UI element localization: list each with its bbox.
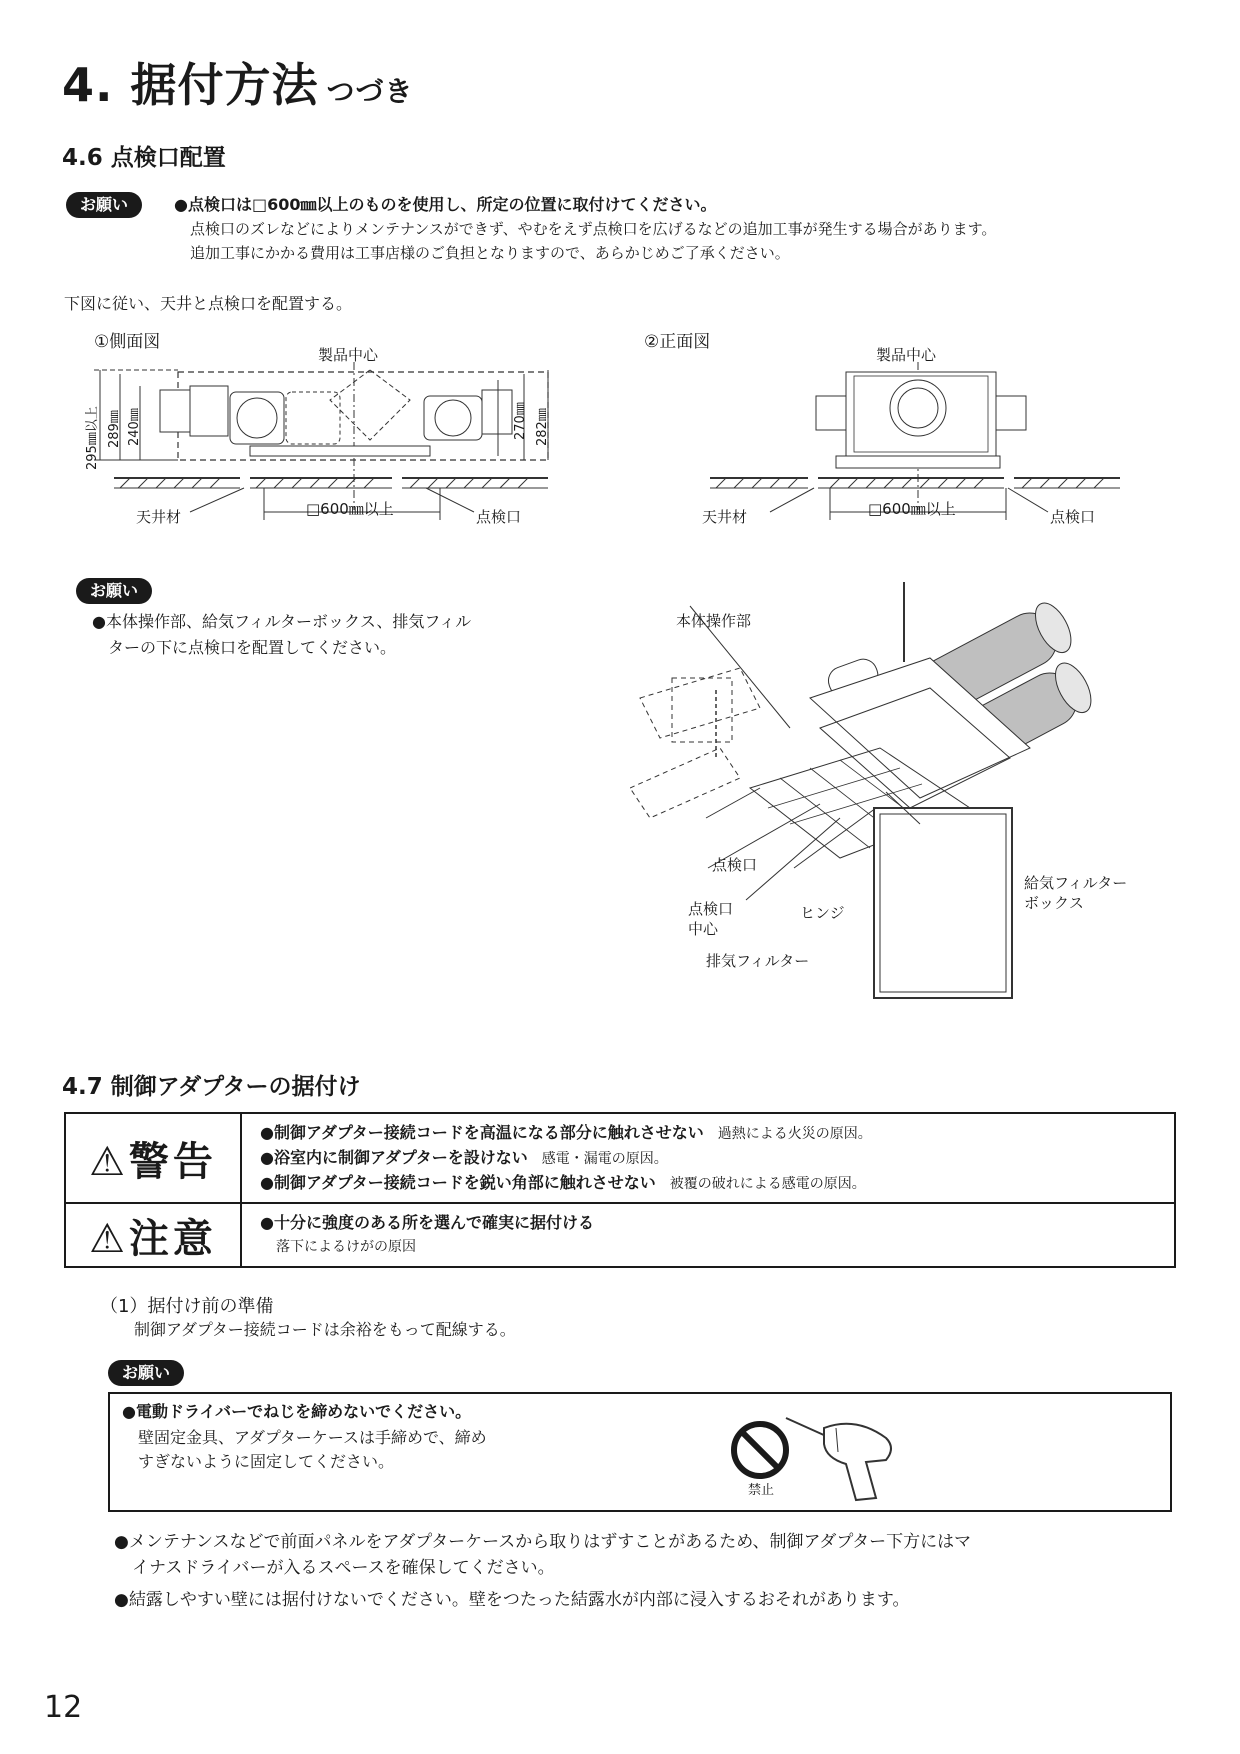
front-view-center-label: 製品中心 (876, 346, 937, 364)
front-opening-label: □600㎜以上 (868, 500, 956, 518)
warning-item-1 (260, 1121, 1156, 1146)
request3-badge (108, 1360, 184, 1386)
iso-hatch-label: 点検口 (712, 856, 758, 874)
request2-line-2: ターの下に点検口を配置してください。 (108, 638, 397, 657)
iso-operation-label: 本体操作部 (676, 612, 752, 630)
request-line-3: 追加工事にかかる費用は工事店様のご負担となりますので、あらかじめご了承ください。 (190, 244, 790, 262)
request2-badge (76, 578, 152, 604)
side-view-center-label: 製品中心 (318, 346, 379, 364)
title-main: 4. 据付方法 (62, 58, 319, 112)
box-bold-text: ●電動ドライバーでねじを締めないでください。 (122, 1402, 472, 1421)
side-opening-label: □600㎜以上 (306, 500, 394, 518)
iso-hatch-center-label-2: 中心 (688, 920, 719, 938)
warning-triangle-icon: ⚠ (89, 1138, 129, 1185)
caution-label: 注意 (128, 1215, 217, 1262)
warning-header (65, 1113, 241, 1203)
request3-badge-label: お願い (108, 1360, 184, 1386)
safety-table (64, 1112, 1176, 1268)
note-2: ●結露しやすい壁には据付けないでください。壁をつたった結露水が内部に浸入するおそれがあります。 (114, 1590, 910, 1610)
prohibit-label: 禁止 (748, 1483, 775, 1498)
note-1-line-2: イナスドライバーが入るスペースを確保してください。 (132, 1558, 555, 1578)
caution-body (241, 1203, 1175, 1267)
caution-header (65, 1203, 241, 1267)
side-dim-295: 295㎜以上 (85, 406, 100, 470)
warning-item-2-text: ●浴室内に制御アダプターを設けない (260, 1147, 528, 1167)
side-view-label: ①側面図 (94, 332, 161, 352)
request-badge-label: お願い (66, 192, 142, 218)
iso-supply-filter-label-2: ボックス (1024, 894, 1084, 912)
side-dim-289: 289㎜ (107, 410, 122, 448)
request2-line-1: ●本体操作部、給気フィルターボックス、排気フィル (92, 612, 472, 631)
caution-text: ●十分に強度のある所を選んで確実に据付ける (260, 1213, 594, 1232)
iso-hatch-center-label-1: 点検口 (688, 900, 734, 918)
box-line-2: 壁固定金具、アダプターケースは手締めで、締め (138, 1428, 487, 1447)
warning-body (241, 1113, 1175, 1203)
side-ceiling-label: 天井材 (136, 508, 182, 526)
prep-text: 制御アダプター接続コードは余裕をもって配線する。 (134, 1320, 516, 1339)
front-ceiling-label: 天井材 (702, 508, 748, 526)
warning-item-1-note: 過熱による火災の原因。 (717, 1125, 872, 1142)
intro-text: 下図に従い、天井と点検口を配置する。 (64, 294, 353, 313)
iso-exhaust-filter-label: 排気フィルター (706, 952, 810, 970)
warning-item-2-note: 感電・漏電の原因。 (541, 1150, 668, 1167)
prep-title: （1）据付け前の準備 (100, 1296, 274, 1317)
side-dim-240: 240㎜ (127, 408, 142, 446)
iso-hinge-label: ヒンジ (800, 904, 845, 922)
request-line-2: 点検口のズレなどによりメンテナンスができず、やむをえず点検口を広げるなどの追加工事が発生する場合があります。 (190, 220, 997, 238)
caution-note: 落下によるけがの原因 (276, 1239, 416, 1255)
front-view-label: ②正面図 (644, 332, 711, 352)
page-title (62, 58, 414, 112)
page-number: 12 (44, 1690, 83, 1725)
side-dim-282: 282㎜ (535, 408, 550, 446)
warning-item-1-text: ●制御アダプター接続コードを高温になる部分に触れさせない (260, 1122, 704, 1142)
warning-item-3-text: ●制御アダプター接続コードを鋭い角部に触れさせない (260, 1172, 656, 1192)
section-4-6-heading: 4.6 点検口配置 (62, 145, 226, 171)
warning-label: 警告 (128, 1138, 217, 1185)
note-1-line-1: ●メンテナンスなどで前面パネルをアダプターケースから取りはずすことがあるため、制御アダプター下方にはマ (114, 1532, 972, 1552)
side-dim-270: 270㎜ (513, 402, 528, 440)
box-line-3: すぎないように固定してください。 (138, 1452, 395, 1471)
request2-badge-label: お願い (76, 578, 152, 604)
request-bullet: ●点検口は□600㎜以上のものを使用し、所定の位置に取付けてください。 (174, 195, 717, 214)
caution-triangle-icon: ⚠ (89, 1215, 129, 1262)
warning-item-3 (260, 1171, 1156, 1196)
title-sub: つづき (326, 75, 414, 108)
front-hatch-label: 点検口 (1050, 508, 1096, 526)
iso-supply-filter-label-1: 給気フィルター (1024, 874, 1128, 892)
section-4-7-heading: 4.7 制御アダプターの据付け (62, 1074, 361, 1100)
warning-item-2 (260, 1146, 1156, 1171)
side-hatch-label: 点検口 (476, 508, 522, 526)
request-badge (66, 192, 142, 218)
warning-item-3-note: 被覆の破れによる感電の原因。 (669, 1175, 866, 1192)
